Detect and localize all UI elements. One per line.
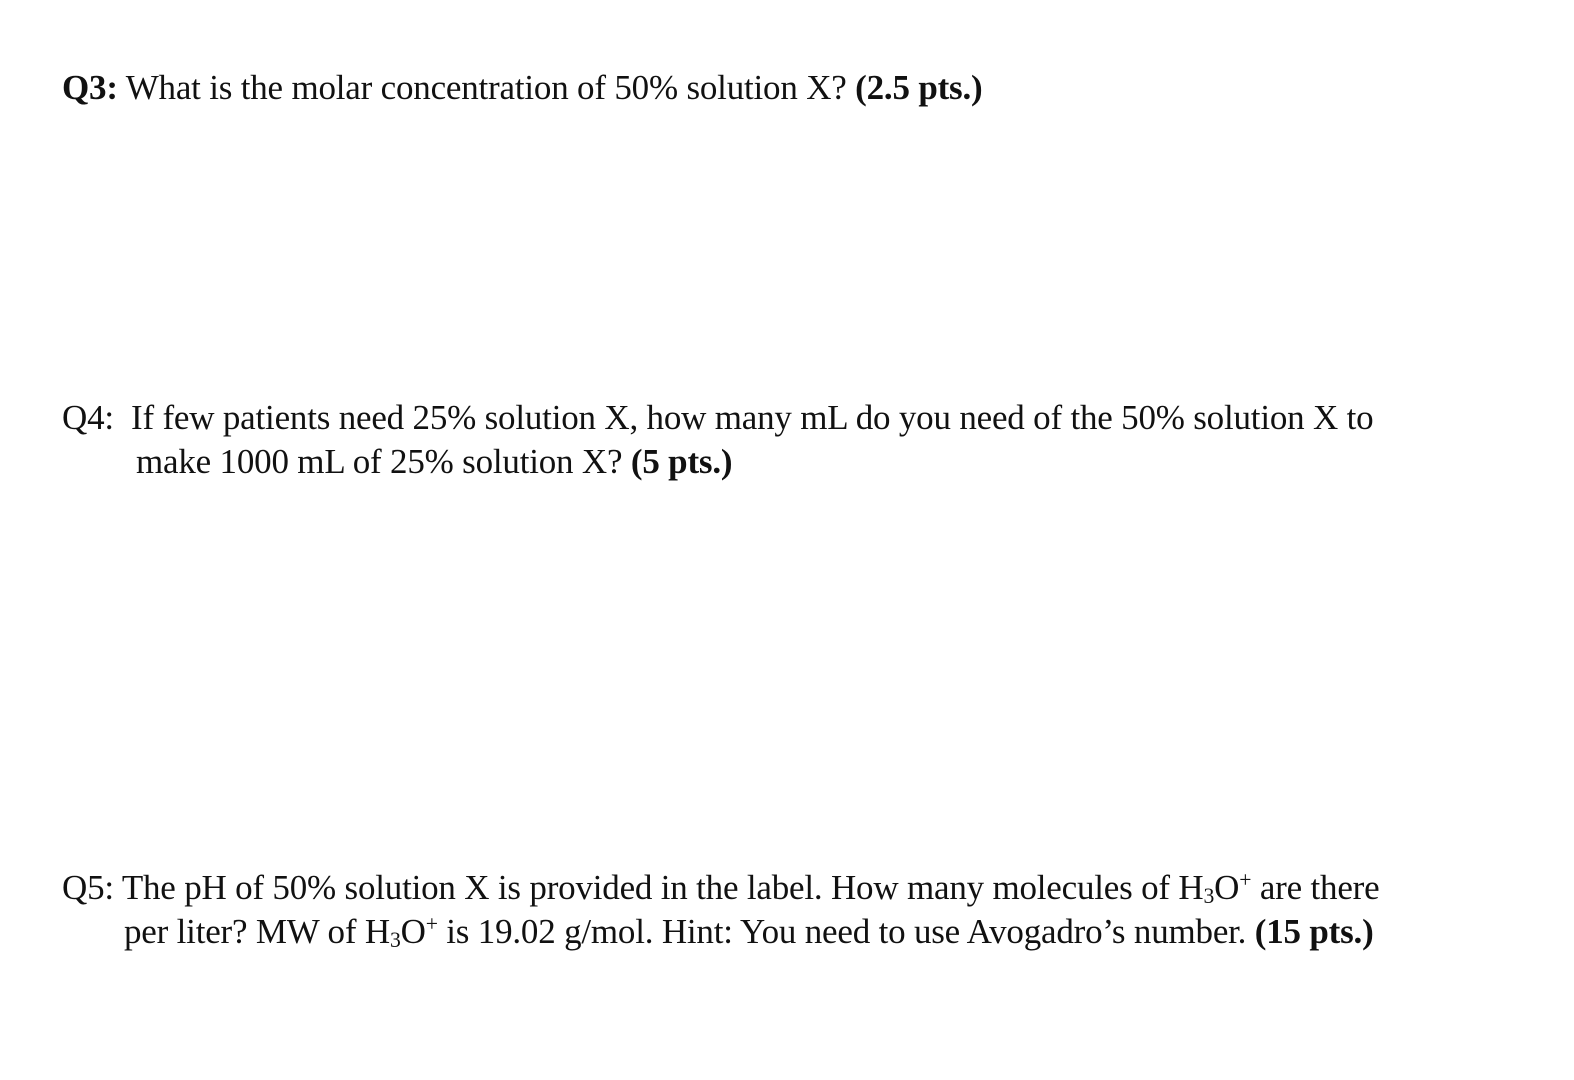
question-5-subscript-1: 3	[1203, 883, 1215, 908]
question-4-text-line-2: make 1000 mL of 25% solution X?	[136, 442, 631, 481]
question-5-text-line-1a: The pH of 50% solution X is provided in the label. How many molecules of H	[113, 868, 1204, 907]
question-5-label: Q5:	[62, 868, 114, 907]
question-3-text: What is the molar concentration of 50% solution X?	[117, 68, 856, 107]
question-5-text-line-2c: is 19.02 g/mol. Hint: You need to use Avogadro’s number.	[437, 912, 1255, 951]
question-3-points: (2.5 pts.)	[855, 68, 983, 107]
question-5	[62, 866, 1379, 954]
question-5-points: (15 pts.)	[1254, 912, 1374, 951]
question-4	[62, 396, 1373, 484]
question-4-points: (5 pts.)	[630, 442, 733, 481]
question-3	[62, 66, 982, 110]
question-5-text-line-2b: O	[400, 912, 426, 951]
question-5-line-1	[62, 866, 1379, 910]
question-4-line-2	[62, 440, 1373, 484]
question-5-text-line-1b: O	[1214, 868, 1240, 907]
question-3-label: Q3:	[62, 68, 118, 107]
question-4-label: Q4:	[62, 398, 114, 437]
question-3-line	[62, 66, 982, 110]
question-4-line-1	[62, 396, 1373, 440]
question-5-text-line-1c: are there	[1251, 868, 1380, 907]
question-5-subscript-2: 3	[389, 927, 401, 952]
question-5-superscript-1: +	[1239, 868, 1252, 893]
question-5-superscript-2: +	[425, 912, 438, 937]
question-5-line-2	[62, 910, 1379, 954]
question-4-text-line-1: If few patients need 25% solution X, how many mL do you need of the 50% solution X to	[113, 398, 1374, 437]
question-5-text-line-2a: per liter? MW of H	[124, 912, 390, 951]
